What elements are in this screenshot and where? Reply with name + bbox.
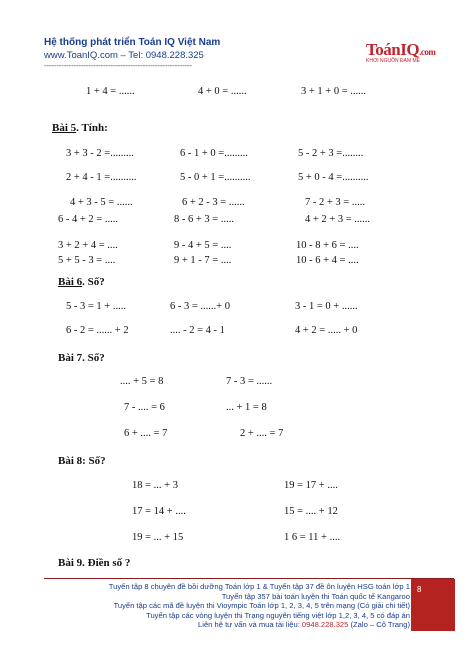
exercise-item: 4 + 2 = ..... + 0: [295, 325, 358, 336]
exercise-item: 3 - 1 = 0 + ......: [295, 301, 358, 312]
exercise-item: 2 + 4 - 1 =..........: [66, 172, 137, 183]
exercise-item: 10 - 8 + 6 = ....: [296, 240, 359, 251]
bai5-heading: Bài 5. Tính:: [52, 122, 108, 134]
exercise-item: 4 + 0 = ......: [198, 86, 247, 97]
exercise-item: 6 - 4 + 2 = .....: [58, 214, 118, 225]
exercise-item: 8 - 6 + 3 = .....: [174, 214, 234, 225]
page-number: 8: [417, 585, 422, 594]
page-header: [44, 37, 220, 70]
page-footer: [44, 582, 410, 630]
exercise-item: 7 - 3 = ......: [226, 376, 273, 387]
bai6-heading: Bài 6. Số?: [58, 276, 105, 288]
footer-line: Tuyển tập 8 chuyên đề bồi dưỡng Toán lớp 1 & Tuyển tập 37 đề ôn luyện HSG toán lớp 1: [108, 582, 410, 591]
exercise-item: 7 - 2 + 3 = .....: [305, 197, 365, 208]
exercise-item: 2 + .... = 7: [240, 428, 284, 439]
exercise-item: 19 = ... + 15: [132, 532, 184, 543]
logo-tagline: KHƠI NGUỒN ĐAM MÊ: [366, 58, 421, 64]
exercise-item: 7 - .... = 6: [124, 402, 165, 413]
exercise-item: 10 - 6 + 4 = ....: [296, 255, 359, 266]
exercise-item: 6 + 2 - 3 = ......: [182, 197, 245, 208]
exercise-item: 19 = 17 + ....: [284, 480, 338, 491]
footer-divider: [44, 578, 454, 579]
bai8-heading: Bài 8: Số?: [58, 455, 106, 467]
exercise-item: ... + 1 = 8: [226, 402, 267, 413]
exercise-item: 18 = ... + 3: [132, 480, 178, 491]
footer-line: Tuyển tập các mã đề luyện thi Vioympic Toán lớp 1, 2, 3, 4, 5 trên mạng (Có giải chi tiết): [113, 601, 410, 611]
exercise-item: 4 + 2 + 3 = ......: [305, 214, 371, 225]
exercise-item: 6 - 3 = ......+ 0: [170, 301, 230, 312]
footer-line: Tuyển tập 357 bài toán luyện thi Toán quốc tế Kangaroo: [221, 591, 410, 601]
exercise-item: 5 + 0 - 4 =..........: [298, 172, 369, 183]
footer-contact: Liên hệ tư vấn và mua tài liệu: 0948.228.325 (Zalo – Cô Trang): [198, 620, 410, 630]
bai9-heading: Bài 9. Điền số ?: [58, 557, 131, 569]
header-title: Hệ thống phát triển Toán IQ Việt Nam: [44, 37, 221, 48]
exercise-item: 3 + 2 + 4 = ....: [58, 240, 118, 251]
exercise-item: 5 - 0 + 1 =..........: [180, 172, 251, 183]
exercise-item: 5 + 5 - 3 = ....: [58, 255, 116, 266]
exercise-item: 1 6 = 11 + ....: [284, 532, 341, 543]
exercise-item: 9 - 4 + 5 = ....: [174, 240, 232, 251]
bai7-heading: Bài 7. Số?: [58, 352, 105, 364]
exercise-item: 5 - 3 = 1 + .....: [66, 301, 126, 312]
exercise-item: 6 - 2 = ...... + 2: [66, 325, 129, 336]
header-divider: ------------------------------------------------------------: [44, 61, 192, 70]
exercise-item: 4 + 3 - 5 = ......: [70, 197, 133, 208]
exercise-item: 3 + 1 + 0 = ......: [301, 86, 367, 97]
logo-brand: ToánIQ.com: [366, 40, 436, 59]
exercise-item: 6 - 1 + 0 =.........: [180, 148, 248, 159]
exercise-item: 15 = .... + 12: [284, 506, 338, 517]
exercise-item: 3 + 3 - 2 =.........: [66, 148, 134, 159]
exercise-item: 17 = 14 + ....: [132, 506, 186, 517]
footer-phone: 0948.228.325: [301, 620, 349, 630]
footer-line: Tuyển tập các vòng luyện thi Trạng nguyên tiếng việt lớp 1,2, 3, 4, 5 có đáp án: [146, 610, 410, 620]
exercise-item: 9 + 1 - 7 = ....: [174, 255, 232, 266]
exercise-item: 6 + .... = 7: [124, 428, 168, 439]
exercise-item: 1 + 4 = ......: [86, 86, 135, 97]
exercise-item: .... + 5 = 8: [120, 376, 164, 387]
page-number-box: [411, 579, 455, 631]
exercise-item: 5 - 2 + 3 =........: [298, 148, 364, 159]
toaniq-logo: [366, 40, 446, 70]
exercise-item: .... - 2 = 4 - 1: [170, 325, 225, 336]
header-contact: www.ToanIQ.com – Tel: 0948.228.325: [44, 50, 204, 61]
